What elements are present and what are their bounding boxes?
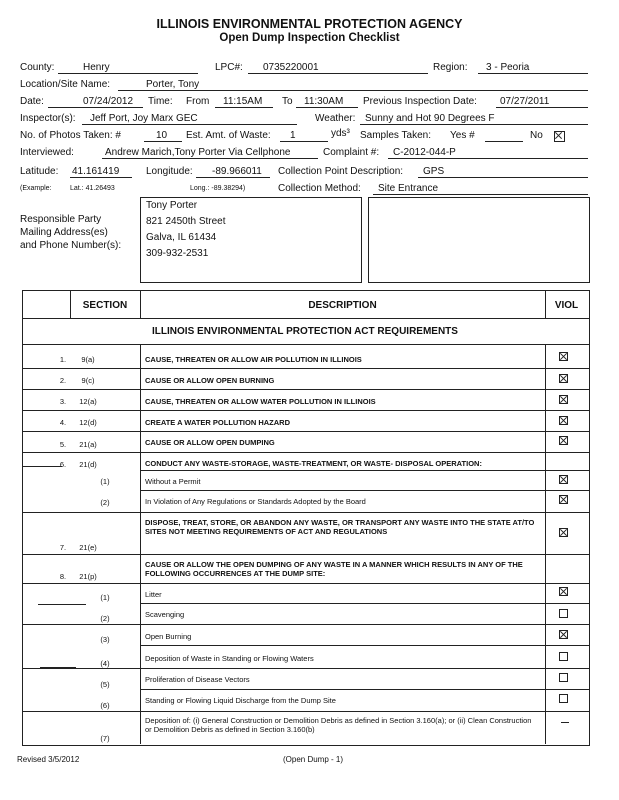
row-num: 1. (59, 355, 67, 364)
row-num: 6. (59, 460, 67, 469)
weather-label: Weather: (315, 113, 356, 124)
region-field[interactable]: 3 - Peoria (478, 62, 588, 74)
responsible-party-label: Responsible Party (20, 214, 102, 225)
photos-label: No. of Photos Taken: # (20, 130, 121, 141)
viol-checkbox[interactable] (559, 587, 568, 596)
row-description: CAUSE, THREATEN OR ALLOW AIR POLLUTION IN ILLINOIS (145, 355, 362, 364)
row-description: Scavenging (145, 610, 185, 619)
row-num: 5. (59, 440, 67, 449)
col-viol: VIOL (554, 300, 579, 311)
collection-method-label: Collection Method: (278, 183, 361, 194)
inspectors-field[interactable]: Jeff Port, Joy Marx GEC (82, 113, 297, 125)
date-field[interactable]: 07/24/2012 (48, 96, 143, 108)
viol-checkbox[interactable] (559, 609, 568, 618)
lpc-label: LPC#: (215, 62, 243, 73)
viol-checkbox[interactable] (559, 352, 568, 361)
collection-point-field[interactable]: GPS (418, 166, 588, 178)
row-section: 12(d) (79, 418, 97, 427)
row-section: 21(e) (79, 543, 97, 552)
row-section: (2) (100, 614, 110, 623)
interviewed-label: Interviewed: (20, 147, 74, 158)
act-requirements-heading: ILLINOIS ENVIRONMENTAL PROTECTION ACT REQUIREMENTS (152, 326, 458, 337)
example-long: Long.: -89.38294) (190, 185, 246, 192)
row-section: 21(p) (79, 572, 97, 581)
region-label: Region: (433, 62, 468, 73)
example-lat: Lat.: 41.26493 (70, 185, 115, 192)
mailing-address-label: Mailing Address(es) (20, 227, 108, 238)
row-description: Open Burning (145, 632, 192, 641)
latitude-label: Latitude: (20, 166, 59, 177)
row-num: 8. (59, 572, 67, 581)
row-description: Deposition of Waste in Standing or Flowing Waters (145, 654, 314, 663)
row-section: (7) (100, 734, 110, 743)
from-label: From (186, 96, 210, 107)
latitude-field[interactable]: 41.161419 (70, 166, 132, 178)
photos-field[interactable]: 10 (144, 130, 182, 142)
phone-number-label: and Phone Number(s): (20, 240, 122, 251)
col-section: SECTION (82, 300, 128, 311)
inspectors-label: Inspector(s): (20, 113, 76, 124)
samples-no-label: No (530, 130, 543, 141)
interviewed-field[interactable]: Andrew Marich,Tony Porter Via Cellphone (102, 147, 318, 159)
viol-checkbox[interactable] (559, 495, 568, 504)
row-description: CAUSE, THREATEN OR ALLOW WATER POLLUTION IN ILLINOIS (145, 397, 376, 406)
county-label: County: (20, 62, 55, 73)
samples-no-checkbox[interactable] (554, 131, 565, 142)
to-field[interactable]: 11:30AM (296, 96, 358, 108)
viol-checkbox[interactable] (559, 475, 568, 484)
row-description: CREATE A WATER POLLUTION HAZARD (145, 418, 290, 427)
viol-checkbox[interactable] (559, 528, 568, 537)
row-section: (6) (100, 701, 110, 710)
samples-label: Samples Taken: (360, 130, 431, 141)
collection-point-label: Collection Point Description: (278, 166, 404, 177)
complaint-label: Complaint #: (323, 147, 380, 158)
prev-inspection-label: Previous Inspection Date: (363, 96, 477, 107)
row-section: 9(c) (81, 376, 95, 385)
viol-checkbox[interactable] (559, 374, 568, 383)
location-label: Location/Site Name: (20, 79, 111, 90)
viol-checkbox[interactable] (559, 416, 568, 425)
responsible-party-box-2[interactable] (368, 197, 590, 283)
prev-inspection-field[interactable]: 07/27/2011 (496, 96, 588, 108)
yds-label: yds³ (331, 128, 350, 139)
longitude-label: Longitude: (146, 166, 193, 177)
row-section: 12(a) (79, 397, 97, 406)
row-description: CAUSE OR ALLOW THE OPEN DUMPING OF ANY WASTE IN A MANNER WHICH RESULTS IN ANY OF THE FOLLOWING OCCURRENCES AT THE DUMP SITE: (145, 560, 523, 578)
resp-city: Galva, IL 61434 (146, 232, 217, 243)
row-description: CONDUCT ANY WASTE-STORAGE, WASTE-TREATMENT, OR WASTE- DISPOSAL OPERATION: (145, 459, 482, 468)
viol-dash[interactable] (561, 722, 569, 723)
row-description: Standing or Flowing Liquid Discharge from the Dump Site (145, 696, 336, 705)
date-label: Date: (20, 96, 44, 107)
row-section: (2) (100, 498, 110, 507)
row-section: (3) (100, 635, 110, 644)
revised-date: Revised 3/5/2012 (17, 755, 80, 764)
time-label: Time: (148, 96, 173, 107)
row-num: 2. (59, 376, 67, 385)
page-label: (Open Dump - 1) (283, 755, 344, 764)
resp-street: 821 2450th Street (146, 216, 226, 227)
row-section: (4) (100, 659, 110, 668)
row-description: CAUSE OR ALLOW OPEN DUMPING (145, 438, 275, 447)
viol-checkbox[interactable] (559, 652, 568, 661)
checklist-title: Open Dump Inspection Checklist (219, 32, 400, 44)
row-description: DISPOSE, TREAT, STORE, OR ABANDON ANY WASTE, OR TRANSPORT ANY WASTE INTO THE STATE AT/TO SITES NOT MEETING REQUIREMENTS OF ACT AND REGULATIONS (145, 518, 535, 536)
row-description: Litter (145, 590, 162, 599)
row-section: 21(d) (79, 460, 97, 469)
row-description: Deposition of: (i) General Construction or Demolition Debris as defined in Section 3.160(a); or (ii) Clean Construction or Demolition Debris as defined in Section 3.160(b) (145, 716, 532, 734)
samples-yes-label: Yes # (450, 130, 475, 141)
waste-field[interactable]: 1 (280, 130, 328, 142)
row-description: Without a Permit (145, 477, 201, 486)
from-field[interactable]: 11:15AM (215, 96, 273, 108)
resp-name: Tony Porter (146, 200, 198, 211)
row-section: 21(a) (79, 440, 97, 449)
row-description: Proliferation of Disease Vectors (145, 675, 250, 684)
col-description: DESCRIPTION (308, 300, 377, 311)
row-section: (1) (100, 477, 110, 486)
row-section: (1) (100, 593, 110, 602)
complaint-field[interactable]: C-2012-044-P (388, 147, 588, 159)
viol-checkbox[interactable] (559, 436, 568, 445)
lpc-field[interactable]: 0735220001 (248, 62, 428, 74)
row-num: 3. (59, 397, 67, 406)
example-label: (Example: (20, 185, 52, 192)
viol-checkbox[interactable] (559, 395, 568, 404)
agency-title: ILLINOIS ENVIRONMENTAL PROTECTION AGENCY (156, 17, 463, 31)
collection-method-field[interactable]: Site Entrance (373, 183, 588, 195)
weather-field[interactable]: Sunny and Hot 90 Degrees F (360, 113, 588, 125)
viol-checkbox[interactable] (559, 673, 568, 682)
to-label: To (282, 96, 293, 107)
samples-yes-field[interactable] (485, 130, 523, 142)
viol-checkbox[interactable] (559, 630, 568, 639)
row-section: (5) (100, 680, 110, 689)
responsible-party-box[interactable] (140, 197, 362, 283)
row-num: 4. (59, 418, 67, 427)
location-field[interactable]: Porter, Tony (118, 79, 588, 91)
county-field[interactable]: Henry (58, 62, 198, 74)
waste-label: Est. Amt. of Waste: (186, 130, 271, 141)
row-section: 9(a) (81, 355, 95, 364)
longitude-field[interactable]: -89.966011 (196, 166, 270, 178)
row-num: 7. (59, 543, 67, 552)
row-description: CAUSE OR ALLOW OPEN BURNING (145, 376, 275, 385)
resp-phone: 309-932-2531 (146, 248, 209, 259)
row-description: In Violation of Any Regulations or Standards Adopted by the Board (145, 497, 366, 506)
viol-checkbox[interactable] (559, 694, 568, 703)
